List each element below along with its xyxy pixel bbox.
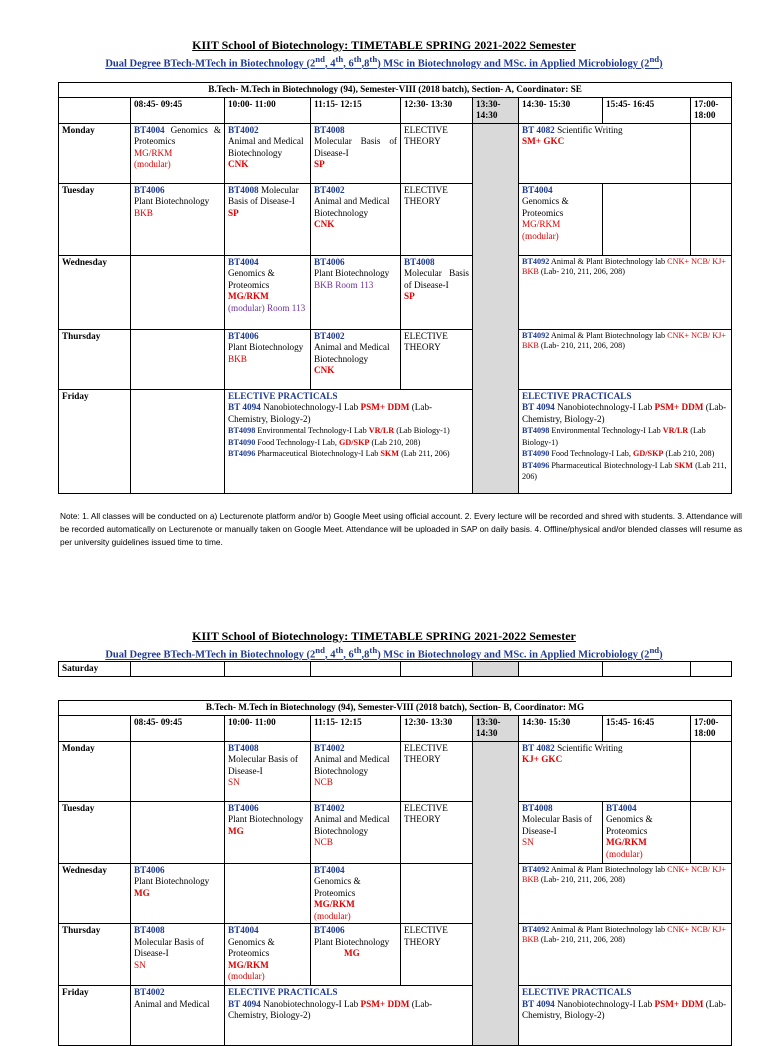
- empty-cell: [225, 662, 311, 677]
- class-cell: ELECTIVE THEORY: [401, 329, 473, 389]
- row-tuesday: [59, 183, 732, 255]
- empty-cell: [131, 741, 225, 801]
- lunch-break: [473, 662, 519, 677]
- empty-cell: [691, 741, 732, 801]
- timetable-section-a: [58, 82, 732, 494]
- empty-cell: [131, 389, 225, 493]
- header-cell: 13:30- 14:30: [473, 715, 519, 741]
- class-cell: BT4002 Animal and Medical Biotechnology NCB: [311, 801, 401, 863]
- class-cell: BT4006 Plant Biotechnology BKB Room 113: [311, 255, 401, 329]
- class-cell: BT4006 Plant Biotechnology MG: [131, 863, 225, 924]
- class-cell: ELECTIVE THEORY: [401, 924, 473, 986]
- header-row: [59, 97, 732, 123]
- row-tuesday: [59, 801, 732, 863]
- row-thursday: [59, 924, 732, 986]
- page-subtitle-2: Dual Degree BTech-MTech in Biotechnology (2nd, 4th, 6th,8th) MSc in Biotechnology and MSc. in Applied Microbiology (2nd): [105, 645, 663, 661]
- lab-cell: BT4092 Animal & Plant Biotechnology lab CNK+ NCB/ KJ+ BKB (Lab- 210, 211, 206, 208): [519, 329, 732, 389]
- header-cell: 14:30- 15:30: [519, 715, 603, 741]
- day-label: Tuesday: [59, 183, 131, 255]
- class-cell: BT 4082 Scientific Writing KJ+ GKC: [519, 741, 691, 801]
- day-label: Wednesday: [59, 255, 131, 329]
- day-label: Wednesday: [59, 863, 131, 924]
- class-cell: BT4002 Animal and Medical: [131, 986, 225, 1046]
- row-wednesday: [59, 255, 732, 329]
- day-label: Saturday: [59, 662, 131, 677]
- empty-cell: [401, 662, 473, 677]
- lab-cell: BT4092 Animal & Plant Biotechnology lab CNK+ NCB/ KJ+ BKB (Lab- 210, 211, 206, 208): [519, 924, 732, 986]
- section-caption: B.Tech- M.Tech in Biotechnology (94), Semester-VIII (2018 batch), Section- B, Coordinator: MG: [59, 701, 732, 716]
- header-cell: 10:00- 11:00: [225, 715, 311, 741]
- class-cell: BT4004 Genomics & Proteomics MG/RKM (modular): [519, 183, 603, 255]
- elective-practicals-cell: ELECTIVE PRACTICALS BT 4094 Nanobiotechnology-I Lab PSM+ DDM (Lab- Chemistry, Biology-2): [225, 986, 473, 1046]
- day-label: Thursday: [59, 924, 131, 986]
- lab-cell: BT4092 Animal & Plant Biotechnology lab CNK+ NCB/ KJ+ BKB (Lab- 210, 211, 206, 208): [519, 255, 732, 329]
- class-cell: ELECTIVE THEORY: [401, 741, 473, 801]
- class-cell: BT4006 Plant Biotechnology BKB: [131, 183, 225, 255]
- class-cell: ELECTIVE THEORY: [401, 183, 473, 255]
- header-cell: 08:45- 09:45: [131, 715, 225, 741]
- day-label: Friday: [59, 986, 131, 1046]
- row-friday: [59, 389, 732, 493]
- class-cell: BT4002 Animal and Medical Biotechnology NCB: [311, 741, 401, 801]
- header-cell: 13:30- 14:30: [473, 97, 519, 123]
- class-cell: BT 4082 Scientific Writing SM+ GKC: [519, 123, 691, 183]
- empty-cell: [603, 662, 691, 677]
- empty-cell: [603, 183, 691, 255]
- header-cell: 11:15- 12:15: [311, 715, 401, 741]
- empty-cell: [519, 662, 603, 677]
- header-cell: 12:30- 13:30: [401, 715, 473, 741]
- page-title: KIIT School of Biotechnology: TIMETABLE SPRING 2021-2022 Semester: [192, 38, 576, 52]
- class-cell: BT4002 Animal and Medical Biotechnology CNK: [311, 183, 401, 255]
- page-subtitle: Dual Degree BTech-MTech in Biotechnology (2nd, 4th, 6th,8th) MSc in Biotechnology and MSc. in Applied Microbiology (2nd): [105, 54, 663, 70]
- empty-cell: [691, 662, 732, 677]
- class-cell: BT4002 Animal and Medical Biotechnology CNK: [225, 123, 311, 183]
- empty-cell: [691, 123, 732, 183]
- empty-cell: [311, 662, 401, 677]
- notes-paragraph: Note: 1. All classes will be conducted on a) Lecturenote platform and/or b) Google Meet using official account. 2. Every lecture will be recorded and shred with students. 3. Attendance will be recorded automatically on Lecturenote or manually taken on Google Meet. Attendance will be uploaded in SAP on daily basis. 4. Offline/physical and/or blended classes will resume as per university guidelines issued time to time.: [60, 511, 743, 547]
- day-label: Tuesday: [59, 801, 131, 863]
- day-label: Friday: [59, 389, 131, 493]
- row-monday: [59, 741, 732, 801]
- class-cell: BT4006 Plant Biotechnology MG: [311, 924, 401, 986]
- class-cell: BT4004 Genomics & Proteomics MG/RKM (modular): [225, 924, 311, 986]
- class-cell: BT4004 Genomics & Proteomics MG/RKM (modular): [603, 801, 691, 863]
- class-cell: ELECTIVE THEORY: [401, 123, 473, 183]
- header-cell: 14:30- 15:30: [519, 97, 603, 123]
- timetable-section-b: [58, 700, 732, 1046]
- header-cell: [59, 97, 131, 123]
- class-cell: BT4006 Plant Biotechnology MG: [225, 801, 311, 863]
- class-cell: BT4002 Animal and Medical Biotechnology CNK: [311, 329, 401, 389]
- day-label: Monday: [59, 741, 131, 801]
- class-cell: BT4006 Plant Biotechnology BKB: [225, 329, 311, 389]
- day-label: Monday: [59, 123, 131, 183]
- header-cell: 17:00- 18:00: [691, 715, 732, 741]
- section-caption: B.Tech- M.Tech in Biotechnology (94), Semester-VIII (2018 batch), Section- A, Coordinator: SE: [59, 83, 732, 98]
- row-monday: [59, 123, 732, 183]
- class-cell: BT4008 Molecular Basis of Disease-I SP: [311, 123, 401, 183]
- header-cell: 10:00- 11:00: [225, 97, 311, 123]
- header-cell: 12:30- 13:30: [401, 97, 473, 123]
- header-cell: 11:15- 12:15: [311, 97, 401, 123]
- class-cell: BT4004 Genomics & Proteomics MG/RKM (modular) Room 113: [225, 255, 311, 329]
- row-wednesday: [59, 863, 732, 924]
- row-friday: [59, 986, 732, 1046]
- elective-practicals-cell: ELECTIVE PRACTICALS BT 4094 Nanobiotechnology-I Lab PSM+ DDM (Lab- Chemistry, Biology-2) BT4098 Environmental Technology-I Lab VR/LR (Lab Biology-1) BT4090 Food Technology-I Lab, GD/SKP (Lab 210, 208) BT4096 Pharmaceutical Biotechnology-I Lab SKM (Lab 211, 206): [225, 389, 473, 493]
- class-cell: BT4008 Molecular Basis of Disease-I SN: [131, 924, 225, 986]
- class-cell: BT4008 Molecular Basis of Disease-I SP: [401, 255, 473, 329]
- header-cell: 17:00- 18:00: [691, 97, 732, 123]
- class-cell: BT4008 Molecular Basis of Disease-I SP: [225, 183, 311, 255]
- header-cell: 15:45- 16:45: [603, 715, 691, 741]
- header-cell: [59, 715, 131, 741]
- lunch-break: [473, 123, 519, 493]
- header-cell: 08:45- 09:45: [131, 97, 225, 123]
- header-cell: 15:45- 16:45: [603, 97, 691, 123]
- class-cell: BT4004 Genomics & Proteomics MG/RKM (modular): [131, 123, 225, 183]
- empty-cell: [691, 183, 732, 255]
- empty-cell: [225, 863, 311, 924]
- elective-practicals-cell: ELECTIVE PRACTICALS BT 4094 Nanobiotechnology-I Lab PSM+ DDM (Lab- Chemistry, Biology-2) BT4098 Environmental Technology-I Lab VR/LR (Lab Biology-1) BT4090 Food Technology-I Lab, GD/SKP (Lab 210, 208) BT4096 Pharmaceutical Biotechnology-I Lab SKM (Lab 211, 206): [519, 389, 732, 493]
- elective-practicals-cell: ELECTIVE PRACTICALS BT 4094 Nanobiotechnology-I Lab PSM+ DDM (Lab- Chemistry, Biology-2): [519, 986, 732, 1046]
- row-thursday: [59, 329, 732, 389]
- empty-cell: [401, 863, 473, 924]
- class-cell: BT4008 Molecular Basis of Disease-I SN: [519, 801, 603, 863]
- lunch-break: [473, 741, 519, 1046]
- header-row: [59, 715, 732, 741]
- empty-cell: [691, 801, 732, 863]
- empty-cell: [131, 255, 225, 329]
- empty-cell: [131, 662, 225, 677]
- saturday-table: [58, 661, 732, 677]
- class-cell: BT4004 Genomics & Proteomics MG/RKM (modular): [311, 863, 401, 924]
- page-title-2: KIIT School of Biotechnology: TIMETABLE SPRING 2021-2022 Semester: [192, 629, 576, 643]
- lab-cell: BT4092 Animal & Plant Biotechnology lab CNK+ NCB/ KJ+ BKB (Lab- 210, 211, 206, 208): [519, 863, 732, 924]
- class-cell: BT4008 Molecular Basis of Disease-I SN: [225, 741, 311, 801]
- day-label: Thursday: [59, 329, 131, 389]
- class-cell: ELECTIVE THEORY: [401, 801, 473, 863]
- empty-cell: [131, 801, 225, 863]
- empty-cell: [131, 329, 225, 389]
